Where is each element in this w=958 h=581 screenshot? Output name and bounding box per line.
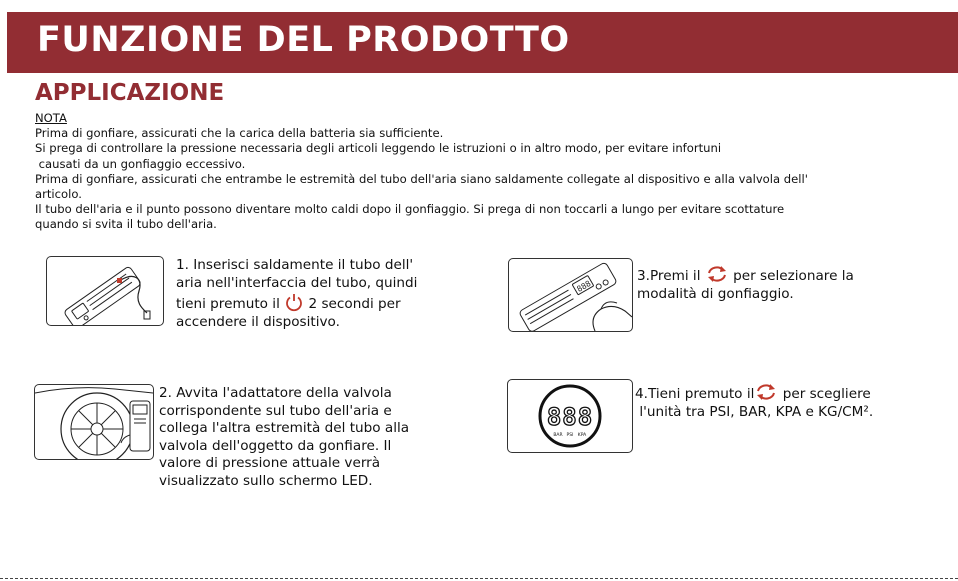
bottom-divider (0, 578, 958, 579)
step4-line-part: per scegliere (778, 386, 871, 402)
nota-line: causati da un gonfiaggio eccessivo. (35, 156, 246, 171)
section-title: APPLICAZIONE (35, 80, 225, 106)
nota-line: quando si svita il tubo dell'aria. (35, 217, 217, 232)
inflator-hose-image (47, 257, 163, 325)
nota-line: Prima di gonfiare, assicurati che la carica della batteria sia sufficiente. (35, 126, 444, 141)
step3-line (637, 264, 854, 286)
step1-line: aria nell'interfaccia del tubo, quindi (176, 274, 418, 291)
nota-line: Il tubo dell'aria e il punto possono diventare molto caldi dopo il gonfiaggio. Si prega di non toccarli a lungo per evitare scottature (35, 202, 785, 217)
step1-line-part: tieni premuto il (176, 296, 285, 313)
step3-text (637, 264, 854, 303)
step3-illustration (508, 258, 633, 332)
nota-label: NOTA (35, 111, 67, 125)
cycle-arrows-icon (705, 264, 729, 284)
step1-line: 1. Inserisci saldamente il tubo dell' (176, 257, 414, 273)
led-digits: 888 (546, 403, 594, 431)
step3-line-part: 3.Premi il (637, 268, 705, 284)
step2-line: corrispondente sul tubo dell'aria e (159, 402, 392, 419)
step4-line (635, 382, 873, 404)
step4-line: l'unità tra PSI, BAR, KPA e KG/CM². (635, 403, 874, 420)
step3-line: modalità di gonfiaggio. (637, 285, 794, 302)
hand-pressing-image (509, 259, 632, 331)
nota-line: articolo. (35, 187, 82, 202)
step4-text (635, 382, 873, 421)
step3-line-part: per selezionare la (728, 268, 854, 284)
page-title: FUNZIONE DEL PRODOTTO (37, 20, 570, 60)
led-display-image (508, 380, 632, 452)
header-banner (7, 12, 958, 73)
nota-line: Prima di gonfiare, assicurati che entrambe le estremità del tubo dell'aria siano saldamente collegate al dispositivo e alla valvola dell' (35, 171, 808, 186)
step1-line (176, 292, 417, 314)
led-unit-psi: PSI (566, 433, 574, 438)
step2-line: valvola dell'oggetto da gonfiare. Il (159, 437, 392, 454)
step4-illustration (507, 379, 633, 453)
nota-block (35, 111, 940, 233)
power-icon (284, 292, 304, 312)
step1-line: accendere il dispositivo. (176, 313, 340, 330)
step4-line-part: 4.Tieni premuto il (635, 386, 755, 402)
step1-line-part: 2 secondi per (304, 296, 401, 313)
cycle-arrows-icon (754, 382, 778, 402)
led-unit-kpa: KPA (577, 433, 587, 438)
step2-line: 2. Avvita l'adattatore della valvola (159, 385, 392, 401)
step1-text (176, 257, 417, 331)
step2-illustration (34, 384, 154, 460)
step2-line: visualizzato sullo schermo LED. (159, 472, 373, 489)
tire-inflation-image (35, 385, 153, 459)
svg-text:888: 888 (575, 278, 593, 294)
step1-illustration (46, 256, 164, 326)
led-unit-bar: BAR (553, 433, 563, 438)
step2-line: collega l'altra estremità del tubo alla (159, 420, 410, 437)
step2-line: valore di pressione attuale verrà (159, 455, 381, 472)
nota-line: Si prega di controllare la pressione necessaria degli articoli leggendo le istruzioni o in altro modo, per evitare infortuni (35, 141, 722, 156)
step2-text (159, 385, 409, 491)
